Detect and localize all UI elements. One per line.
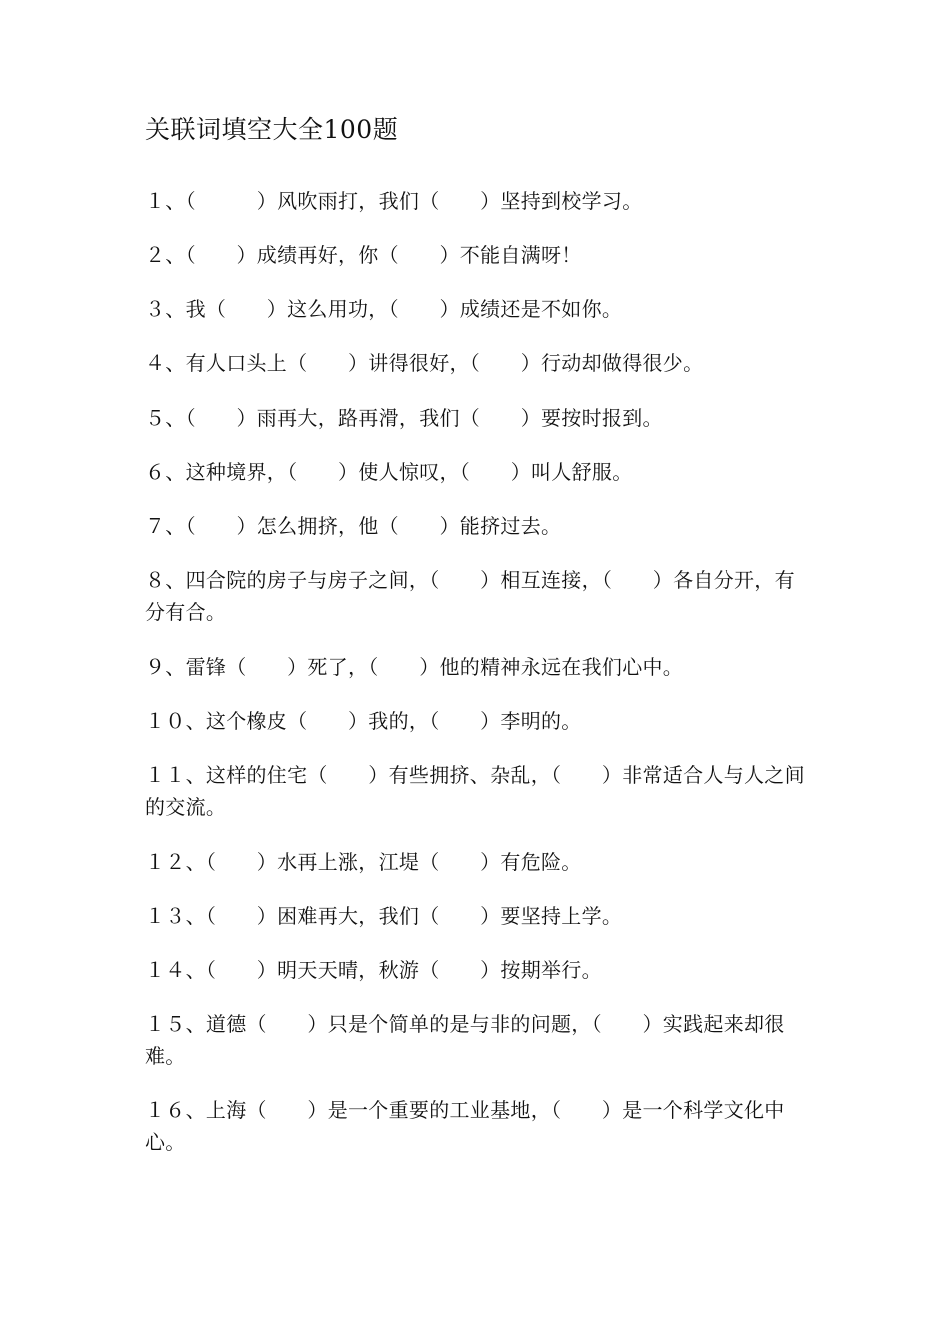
document-title: 关联词填空大全100题 xyxy=(145,115,399,144)
question-16: １６、上海（ ）是一个重要的工业基地，（ ）是一个科学文化中心。 xyxy=(145,1098,785,1154)
question-15: １５、道德（ ）只是个简单的是与非的问题，（ ）实践起来却很难。 xyxy=(145,1012,785,1068)
question-11: １１、这样的住宅（ ）有些拥挤、杂乱，（ ）非常适合人与人之间的交流。 xyxy=(145,763,805,819)
question-7: ７、（ ）怎么拥挤，他（ ）能挤过去。 xyxy=(145,514,562,538)
question-9: ９、雷锋（ ）死了，（ ）他的精神永远在我们心中。 xyxy=(145,655,684,679)
question-4: ４、有人口头上（ ）讲得很好，（ ）行动却做得很少。 xyxy=(145,351,704,375)
question-8: ８、四合院的房子与房子之间，（ ）相互连接，（ ）各自分开，有分有合。 xyxy=(145,568,795,624)
question-14: １４、（ ）明天天晴，秋游（ ）按期举行。 xyxy=(145,958,602,982)
question-10: １０、这个橡皮（ ）我的，（ ）李明的。 xyxy=(145,709,582,733)
question-13: １３、（ ）困难再大，我们（ ）要坚持上学。 xyxy=(145,904,623,928)
question-3: ３、我（ ）这么用功，（ ）成绩还是不如你。 xyxy=(145,297,623,321)
question-5: ５、（ ）雨再大，路再滑，我们（ ）要按时报到。 xyxy=(145,406,663,430)
question-1: １、（ ）风吹雨打，我们（ ）坚持到校学习。 xyxy=(145,189,643,213)
question-6: ６、这种境界，（ ）使人惊叹，（ ）叫人舒服。 xyxy=(145,460,633,484)
question-12: １２、（ ）水再上涨，江堤（ ）有危险。 xyxy=(145,850,582,874)
question-2: ２、（ ）成绩再好，你（ ）不能自满呀！ xyxy=(145,243,582,267)
